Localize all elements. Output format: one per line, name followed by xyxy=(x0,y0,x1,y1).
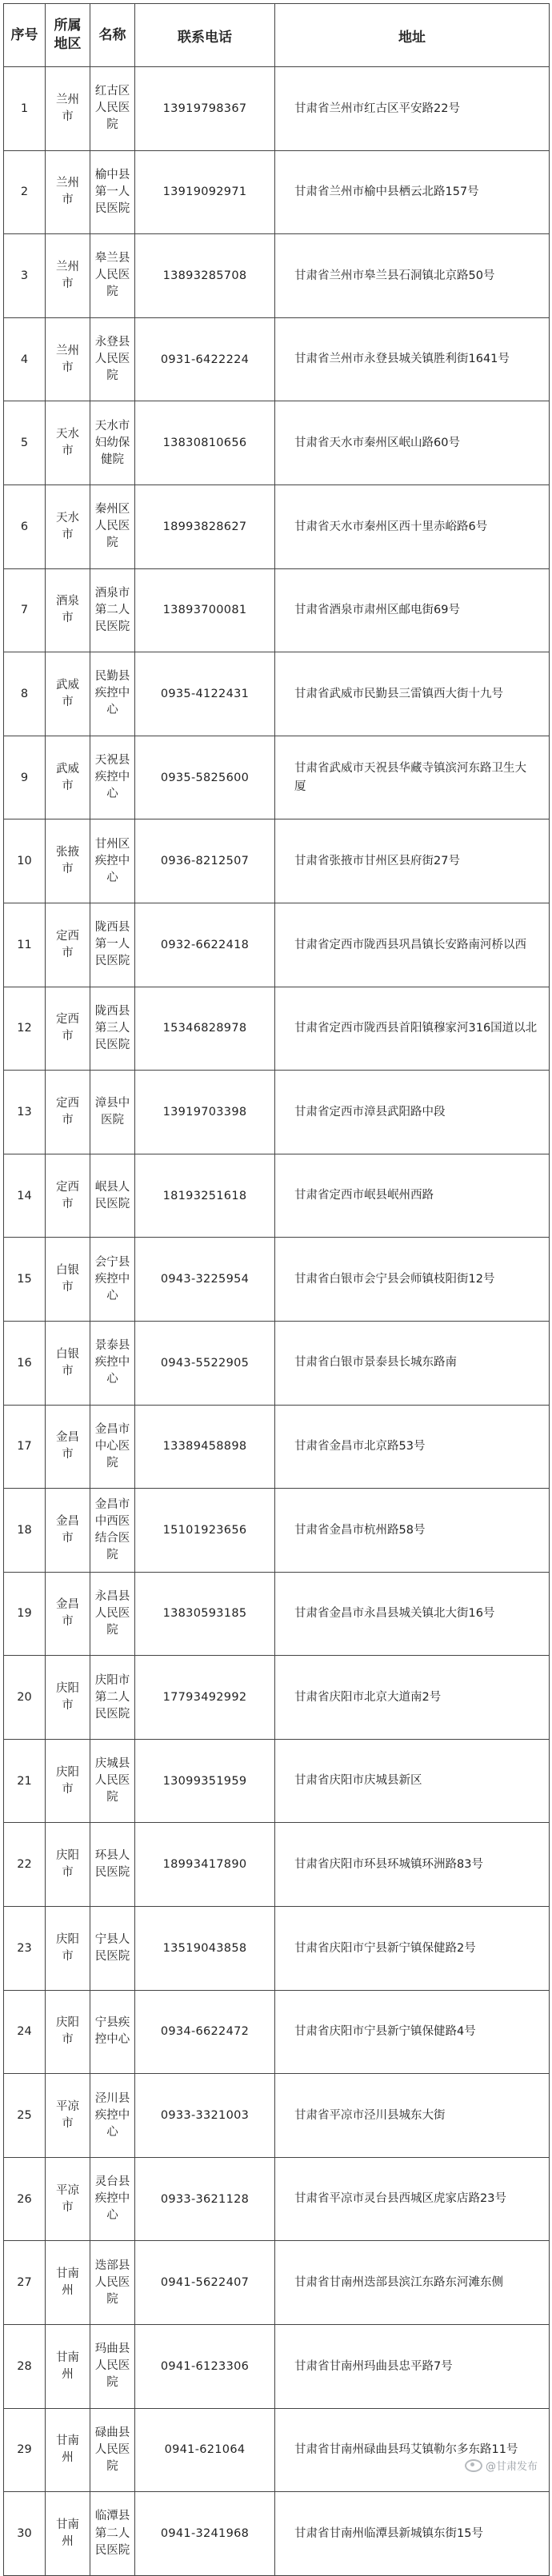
table-row xyxy=(4,401,550,485)
watermark-text: @甘肃发布 xyxy=(485,2461,538,2473)
phone-cell: 18193251618 xyxy=(135,1154,275,1238)
address-cell xyxy=(275,2408,550,2492)
hospital-name-cell xyxy=(90,1907,135,1991)
region-cell xyxy=(46,317,90,401)
seq-cell: 8 xyxy=(4,652,46,736)
table-row xyxy=(4,1907,550,1991)
address-text: 甘肃省天水市秦州区西十里赤峪路6号 xyxy=(294,520,488,533)
hospital-name-text: 甘州区疾控中心 xyxy=(94,837,130,884)
phone-cell: 0936-8212507 xyxy=(135,819,275,903)
hospital-name-text: 永登县人民医院 xyxy=(94,336,130,383)
hospital-name-cell xyxy=(90,568,135,652)
phone-cell: 0935-5825600 xyxy=(135,736,275,819)
region-text: 兰州市 xyxy=(56,260,79,290)
hospital-name-cell xyxy=(90,1572,135,1656)
address-cell xyxy=(275,819,550,903)
seq-cell: 22 xyxy=(4,1823,46,1907)
address-text: 甘肃省庆阳市北京大道南2号 xyxy=(294,1690,442,1704)
hospital-name-cell xyxy=(90,1823,135,1907)
seq-cell: 2 xyxy=(4,150,46,234)
address-text: 甘肃省庆阳市环县环城镇环洲路83号 xyxy=(294,1858,483,1872)
region-cell xyxy=(46,652,90,736)
seq-cell: 27 xyxy=(4,2241,46,2325)
hospital-name-cell xyxy=(90,2325,135,2409)
region-cell xyxy=(46,2325,90,2409)
hospital-name-text: 庆阳市第二人民医院 xyxy=(94,1673,130,1721)
address-cell xyxy=(275,652,550,736)
hospital-name-text: 会宁县疾控中心 xyxy=(94,1255,130,1302)
seq-cell: 12 xyxy=(4,987,46,1071)
table-row xyxy=(4,652,550,736)
seq-cell: 24 xyxy=(4,1990,46,2074)
hospital-name-text: 秦州区人民医院 xyxy=(94,503,130,550)
hospital-name-text: 陇西县第三人民医院 xyxy=(94,1004,130,1051)
hospital-name-cell xyxy=(90,1489,135,1573)
phone-cell: 0941-5622407 xyxy=(135,2241,275,2325)
seq-cell: 16 xyxy=(4,1321,46,1405)
phone-cell: 0935-4122431 xyxy=(135,652,275,736)
table-row xyxy=(4,2241,550,2325)
table-row xyxy=(4,484,550,568)
region-cell xyxy=(46,1489,90,1573)
table-row xyxy=(4,987,550,1071)
region-text: 金昌市 xyxy=(56,1514,79,1545)
seq-cell: 15 xyxy=(4,1238,46,1322)
hospital-name-text: 漳县中医院 xyxy=(94,1096,130,1127)
phone-cell: 13389458898 xyxy=(135,1405,275,1489)
seq-cell: 26 xyxy=(4,2157,46,2241)
table-row xyxy=(4,2492,550,2576)
seq-cell: 30 xyxy=(4,2492,46,2576)
phone-cell: 13919798367 xyxy=(135,67,275,151)
seq-cell: 25 xyxy=(4,2074,46,2158)
phone-cell: 0941-3241968 xyxy=(135,2492,275,2576)
seq-cell: 20 xyxy=(4,1656,46,1740)
address-cell xyxy=(275,1656,550,1740)
region-cell xyxy=(46,819,90,903)
table-row xyxy=(4,1238,550,1322)
address-text: 甘肃省金昌市永昌县城关镇北大街16号 xyxy=(294,1607,495,1621)
table-row xyxy=(4,2157,550,2241)
address-text: 甘肃省定西市陇西县首阳镇穆家河316国道以北 xyxy=(294,1022,538,1035)
address-cell xyxy=(275,150,550,234)
address-text: 甘肃省甘南州临潭县新城镇东街15号 xyxy=(294,2526,483,2540)
table-row xyxy=(4,2325,550,2409)
seq-cell: 23 xyxy=(4,1907,46,1991)
phone-cell: 0943-5522905 xyxy=(135,1321,275,1405)
address-text: 甘肃省金昌市北京路53号 xyxy=(294,1440,426,1453)
phone-cell: 13919092971 xyxy=(135,150,275,234)
hospital-name-cell xyxy=(90,1321,135,1405)
hospital-name-cell xyxy=(90,2241,135,2325)
phone-cell: 0943-3225954 xyxy=(135,1238,275,1322)
address-cell xyxy=(275,1238,550,1322)
seq-cell: 1 xyxy=(4,67,46,151)
address-text: 甘肃省酒泉市肃州区邮电街69号 xyxy=(294,604,460,617)
region-text: 武威市 xyxy=(56,678,79,708)
hospital-name-cell xyxy=(90,1405,135,1489)
hospital-name-cell xyxy=(90,401,135,485)
address-cell xyxy=(275,1739,550,1823)
address-cell xyxy=(275,67,550,151)
phone-cell: 0931-6422224 xyxy=(135,317,275,401)
seq-cell: 17 xyxy=(4,1405,46,1489)
phone-cell: 13099351959 xyxy=(135,1739,275,1823)
header-region: 所属地区 xyxy=(46,4,90,67)
seq-cell: 11 xyxy=(4,903,46,987)
region-cell xyxy=(46,903,90,987)
hospital-name-text: 碌曲县人民医院 xyxy=(94,2426,130,2473)
region-text: 金昌市 xyxy=(56,1598,79,1629)
address-text: 甘肃省白银市景泰县长城东路南 xyxy=(294,1356,457,1370)
seq-cell: 10 xyxy=(4,819,46,903)
hospital-name-cell xyxy=(90,1656,135,1740)
seq-cell: 5 xyxy=(4,401,46,485)
hospital-name-cell xyxy=(90,987,135,1071)
phone-cell: 0941-6123306 xyxy=(135,2325,275,2409)
table-row xyxy=(4,1990,550,2074)
region-cell xyxy=(46,987,90,1071)
hospital-name-text: 红古区人民医院 xyxy=(94,85,130,132)
region-cell xyxy=(46,2492,90,2576)
region-cell xyxy=(46,234,90,318)
hospital-name-text: 岷县人民医院 xyxy=(94,1180,130,1210)
phone-cell: 18993417890 xyxy=(135,1823,275,1907)
region-text: 酒泉市 xyxy=(56,595,79,625)
table-row xyxy=(4,1405,550,1489)
region-cell xyxy=(46,1238,90,1322)
header-address: 地址 xyxy=(275,4,550,67)
region-text: 张掖市 xyxy=(56,846,79,876)
hospital-name-cell xyxy=(90,2492,135,2576)
hospital-name-text: 泾川县疾控中心 xyxy=(94,2092,130,2139)
region-text: 白银市 xyxy=(56,1264,79,1294)
address-cell xyxy=(275,1572,550,1656)
table-row xyxy=(4,1572,550,1656)
seq-cell: 3 xyxy=(4,234,46,318)
table-row xyxy=(4,1739,550,1823)
hospital-name-cell xyxy=(90,317,135,401)
hospital-name-cell xyxy=(90,736,135,819)
hospital-name-text: 民勤县疾控中心 xyxy=(94,670,130,717)
address-text: 甘肃省甘南州玛曲县忠平路7号 xyxy=(294,2359,453,2373)
region-text: 平凉市 xyxy=(56,2183,79,2214)
table-row xyxy=(4,150,550,234)
table-row xyxy=(4,2408,550,2492)
header-seq: 序号 xyxy=(4,4,46,67)
address-text: 甘肃省兰州市永登县城关镇胜利街1641号 xyxy=(294,353,510,366)
region-text: 甘南州 xyxy=(56,2434,79,2465)
region-cell xyxy=(46,1071,90,1154)
address-cell xyxy=(275,2074,550,2158)
table-row xyxy=(4,317,550,401)
region-text: 武威市 xyxy=(56,762,79,792)
hospital-name-cell xyxy=(90,2157,135,2241)
region-cell xyxy=(46,2408,90,2492)
address-cell xyxy=(275,2492,550,2576)
region-text: 白银市 xyxy=(56,1347,79,1378)
table-row xyxy=(4,1154,550,1238)
hospital-name-text: 临潭县第二人民医院 xyxy=(94,2510,130,2557)
region-text: 甘南州 xyxy=(56,2351,79,2381)
region-cell xyxy=(46,1154,90,1238)
region-text: 天水市 xyxy=(56,511,79,541)
region-text: 甘南州 xyxy=(56,2518,79,2549)
region-cell xyxy=(46,568,90,652)
table-row xyxy=(4,1071,550,1154)
address-cell xyxy=(275,1071,550,1154)
region-cell xyxy=(46,1823,90,1907)
seq-cell: 7 xyxy=(4,568,46,652)
phone-cell: 0941-621064 xyxy=(135,2408,275,2492)
address-text: 甘肃省金昌市杭州路58号 xyxy=(294,1523,426,1537)
table-row xyxy=(4,1656,550,1740)
hospital-name-text: 灵台县疾控中心 xyxy=(94,2175,130,2223)
region-cell xyxy=(46,1990,90,2074)
address-cell xyxy=(275,317,550,401)
region-cell xyxy=(46,150,90,234)
hospital-name-cell xyxy=(90,2074,135,2158)
address-cell xyxy=(275,1489,550,1573)
region-text: 定西市 xyxy=(56,1180,79,1210)
hospital-name-text: 金昌市中心医院 xyxy=(94,1422,130,1469)
address-cell xyxy=(275,903,550,987)
address-cell xyxy=(275,568,550,652)
hospital-name-cell xyxy=(90,234,135,318)
phone-cell: 17793492992 xyxy=(135,1656,275,1740)
weibo-logo-icon xyxy=(465,2459,482,2472)
region-text: 庆阳市 xyxy=(56,1932,79,1963)
table-row xyxy=(4,234,550,318)
region-text: 兰州市 xyxy=(56,177,79,207)
region-text: 平凉市 xyxy=(56,2100,79,2131)
hospital-name-cell xyxy=(90,484,135,568)
region-cell xyxy=(46,67,90,151)
address-cell xyxy=(275,484,550,568)
hospital-name-cell xyxy=(90,1071,135,1154)
region-text: 甘南州 xyxy=(56,2267,79,2298)
address-text: 甘肃省定西市漳县武阳路中段 xyxy=(294,1105,446,1119)
address-text: 甘肃省兰州市皋兰县石洞镇北京路50号 xyxy=(294,269,495,282)
hospital-name-text: 酒泉市第二人民医院 xyxy=(94,586,130,633)
phone-cell: 0932-6622418 xyxy=(135,903,275,987)
watermark xyxy=(465,2458,538,2473)
table-row xyxy=(4,2074,550,2158)
phone-cell: 13830593185 xyxy=(135,1572,275,1656)
seq-cell: 28 xyxy=(4,2325,46,2409)
address-cell xyxy=(275,736,550,819)
table-row xyxy=(4,1823,550,1907)
phone-cell: 13919703398 xyxy=(135,1071,275,1154)
region-cell xyxy=(46,2074,90,2158)
region-text: 庆阳市 xyxy=(56,1849,79,1880)
hospital-name-text: 天水市妇幼保健院 xyxy=(94,419,130,466)
address-text: 甘肃省武威市民勤县三雷镇西大街十九号 xyxy=(294,687,503,700)
region-text: 庆阳市 xyxy=(56,1765,79,1796)
seq-cell: 18 xyxy=(4,1489,46,1573)
phone-cell: 0934-6622472 xyxy=(135,1990,275,2074)
hospital-name-cell xyxy=(90,1990,135,2074)
address-text: 甘肃省兰州市榆中县栖云北路157号 xyxy=(294,185,479,199)
region-text: 定西市 xyxy=(56,1013,79,1043)
hospital-name-text: 景泰县疾控中心 xyxy=(94,1339,130,1386)
table-row xyxy=(4,1489,550,1573)
seq-cell: 9 xyxy=(4,736,46,819)
phone-cell: 0933-3321003 xyxy=(135,2074,275,2158)
address-text: 甘肃省定西市陇西县巩昌镇长安路南河桥以西 xyxy=(294,938,526,951)
address-text: 甘肃省定西市岷县岷州西路 xyxy=(294,1189,434,1202)
hospital-name-text: 陇西县第一人民医院 xyxy=(94,921,130,968)
seq-cell: 13 xyxy=(4,1071,46,1154)
hospital-name-text: 玛曲县人民医院 xyxy=(94,2343,130,2390)
phone-cell: 18993828627 xyxy=(135,484,275,568)
hospital-name-text: 庆城县人民医院 xyxy=(94,1757,130,1804)
region-cell xyxy=(46,484,90,568)
address-cell xyxy=(275,401,550,485)
address-text: 甘肃省甘南州迭部县滨江东路东河滩东侧 xyxy=(294,2276,503,2289)
phone-cell: 13830810656 xyxy=(135,401,275,485)
seq-cell: 19 xyxy=(4,1572,46,1656)
hospital-name-text: 迭部县人民医院 xyxy=(94,2259,130,2306)
seq-cell: 6 xyxy=(4,484,46,568)
address-text: 甘肃省庆阳市庆城县新区 xyxy=(294,1774,422,1788)
address-text: 甘肃省白银市会宁县会师镇枝阳街12号 xyxy=(294,1272,495,1286)
address-text: 甘肃省平凉市灵台县西城区虎家店路23号 xyxy=(294,2192,506,2206)
seq-cell: 21 xyxy=(4,1739,46,1823)
region-text: 金昌市 xyxy=(56,1431,79,1461)
table-row xyxy=(4,736,550,819)
region-text: 庆阳市 xyxy=(56,1682,79,1713)
hospital-name-cell xyxy=(90,819,135,903)
header-name: 名称 xyxy=(90,4,135,67)
address-text: 甘肃省武威市天祝县华藏寺镇滨河东路卫生大厦 xyxy=(294,762,526,793)
address-cell xyxy=(275,2241,550,2325)
hospital-name-text: 环县人民医院 xyxy=(94,1849,130,1880)
seq-cell: 29 xyxy=(4,2408,46,2492)
region-cell xyxy=(46,736,90,819)
hospital-name-cell xyxy=(90,1154,135,1238)
region-cell xyxy=(46,1739,90,1823)
address-cell xyxy=(275,1990,550,2074)
address-text: 甘肃省兰州市红古区平安路22号 xyxy=(294,102,460,115)
address-text: 甘肃省张掖市甘州区县府街27号 xyxy=(294,854,460,867)
hospital-name-cell xyxy=(90,1238,135,1322)
address-text: 甘肃省天水市秦州区岷山路60号 xyxy=(294,436,460,449)
address-cell xyxy=(275,1154,550,1238)
hospital-name-cell xyxy=(90,903,135,987)
hospital-name-cell xyxy=(90,652,135,736)
hospital-name-text: 榆中县第一人民医院 xyxy=(94,168,130,215)
address-cell xyxy=(275,1321,550,1405)
hospital-name-text: 宁县人民医院 xyxy=(94,1932,130,1963)
table-row xyxy=(4,67,550,151)
phone-cell: 13893700081 xyxy=(135,568,275,652)
region-text: 兰州市 xyxy=(56,344,79,374)
hospital-name-text: 金昌市中西医结合医院 xyxy=(94,1497,130,1561)
hospital-contact-table xyxy=(3,3,550,2576)
hospital-name-text: 天祝县疾控中心 xyxy=(94,754,130,801)
hospital-name-text: 皋兰县人民医院 xyxy=(94,252,130,299)
region-text: 天水市 xyxy=(56,428,79,458)
seq-cell: 14 xyxy=(4,1154,46,1238)
table-row xyxy=(4,568,550,652)
phone-cell: 15346828978 xyxy=(135,987,275,1071)
region-text: 定西市 xyxy=(56,1096,79,1127)
hospital-name-cell xyxy=(90,150,135,234)
address-cell xyxy=(275,2325,550,2409)
region-text: 兰州市 xyxy=(56,93,79,123)
address-cell xyxy=(275,234,550,318)
table-row xyxy=(4,903,550,987)
region-cell xyxy=(46,1405,90,1489)
region-cell xyxy=(46,1656,90,1740)
region-cell xyxy=(46,1907,90,1991)
region-cell xyxy=(46,2241,90,2325)
phone-cell: 15101923656 xyxy=(135,1489,275,1573)
seq-cell: 4 xyxy=(4,317,46,401)
address-cell xyxy=(275,2157,550,2241)
hospital-name-text: 宁县疾控中心 xyxy=(94,2016,130,2047)
table-row xyxy=(4,819,550,903)
address-cell xyxy=(275,1907,550,1991)
region-text: 庆阳市 xyxy=(56,2016,79,2047)
address-text: 甘肃省平凉市泾川县城东大街 xyxy=(294,2108,446,2122)
address-text: 甘肃省庆阳市宁县新宁镇保健路4号 xyxy=(294,2025,476,2039)
hospital-name-cell xyxy=(90,1739,135,1823)
address-text: 甘肃省庆阳市宁县新宁镇保健路2号 xyxy=(294,1941,476,1955)
phone-cell: 0933-3621128 xyxy=(135,2157,275,2241)
phone-cell: 13519043858 xyxy=(135,1907,275,1991)
table-body xyxy=(4,67,550,2576)
hospital-name-cell xyxy=(90,2408,135,2492)
region-cell xyxy=(46,1572,90,1656)
address-cell xyxy=(275,1405,550,1489)
table-row xyxy=(4,1321,550,1405)
header-phone: 联系电话 xyxy=(135,4,275,67)
address-cell xyxy=(275,1823,550,1907)
address-cell xyxy=(275,987,550,1071)
phone-cell: 13893285708 xyxy=(135,234,275,318)
hospital-name-text: 永昌县人民医院 xyxy=(94,1589,130,1637)
table-header-row xyxy=(4,4,550,67)
address-text: 甘肃省甘南州碌曲县玛艾镇勒尔多东路11号 xyxy=(294,2443,518,2457)
region-cell xyxy=(46,401,90,485)
region-cell xyxy=(46,2157,90,2241)
hospital-name-cell xyxy=(90,67,135,151)
region-text: 定西市 xyxy=(56,929,79,959)
region-cell xyxy=(46,1321,90,1405)
